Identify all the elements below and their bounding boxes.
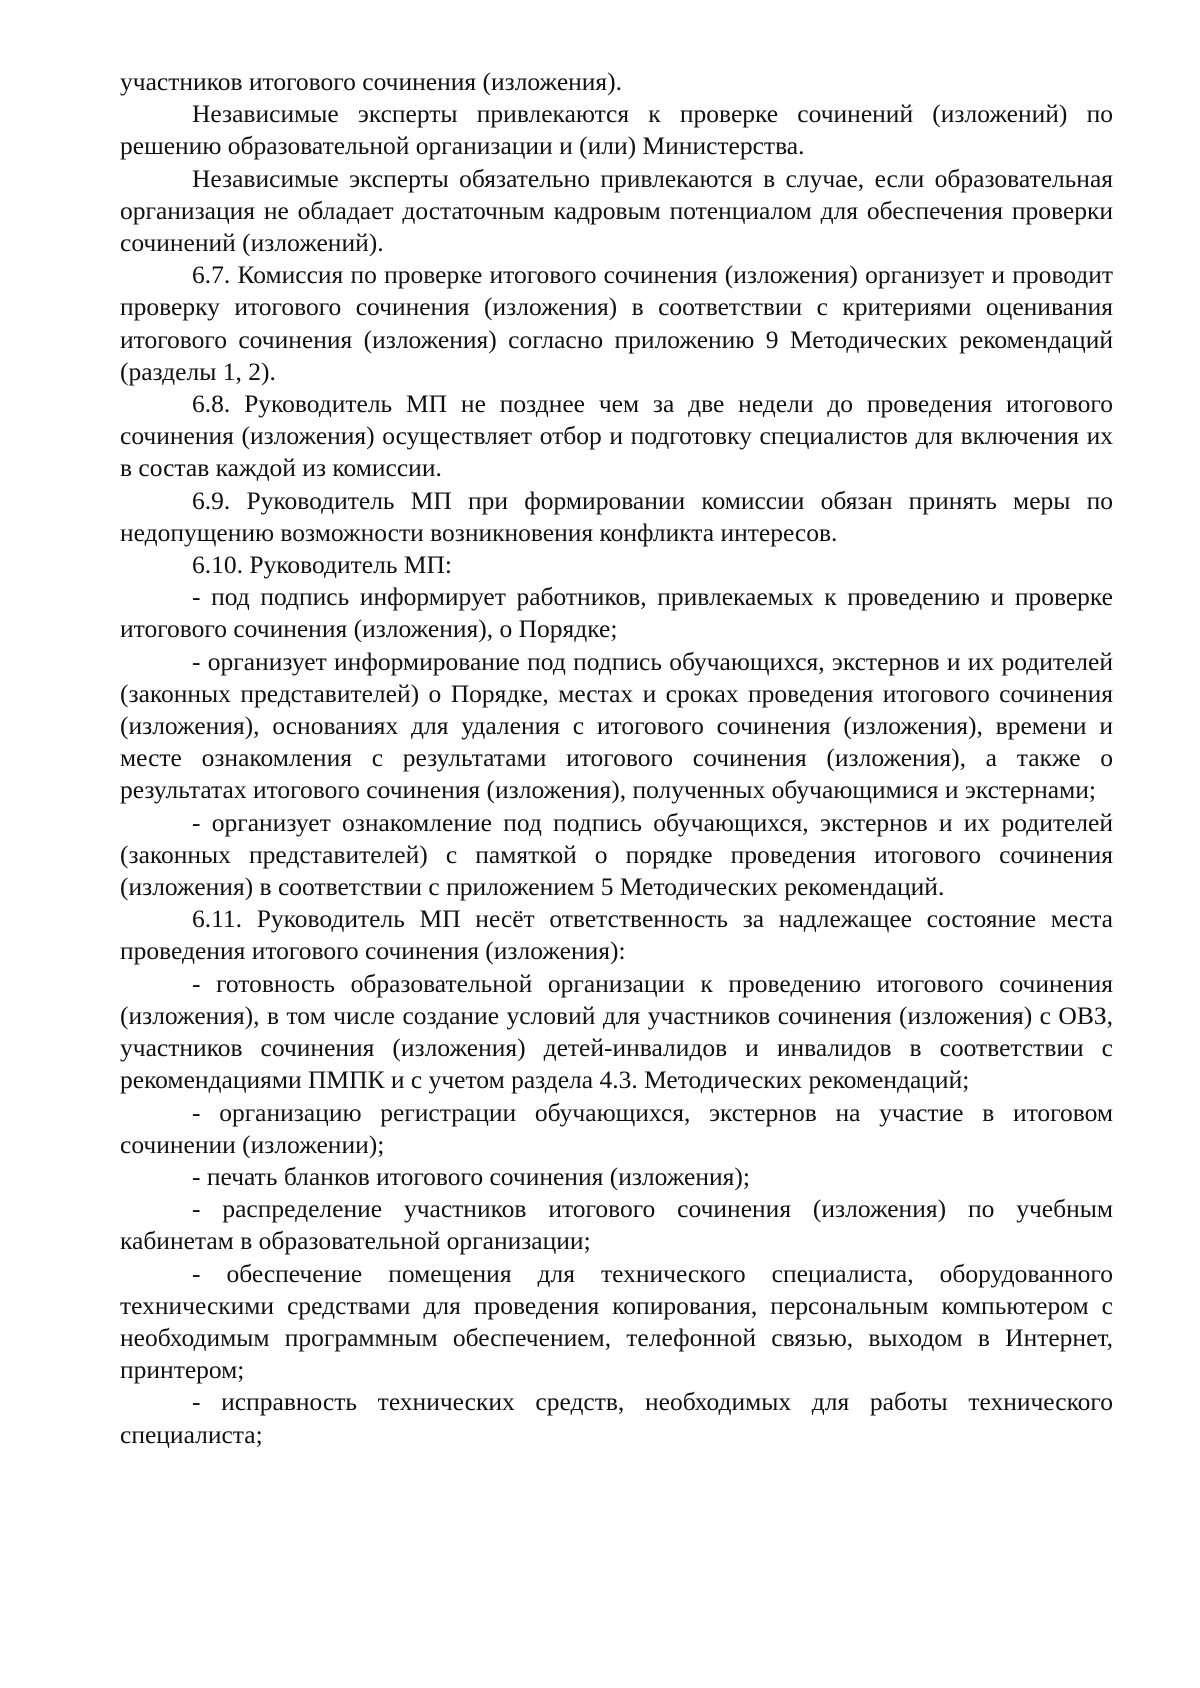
list-item-tech-room: - обеспечение помещения для технического специалиста, оборудованного техническими средствами для проведения копирования, персональным компьютером с необходимым программным обеспечением, телефонной связью, выходом в Интернет, принтером; — [120, 1258, 1113, 1385]
paragraph-6-9: 6.9. Руководитель МП при формировании комиссии обязан принять меры по недопущению возможности возникновения конфликта интересов. — [120, 485, 1113, 547]
paragraph-6-8: 6.8. Руководитель МП не позднее чем за две недели до проведения итогового сочинения (изложения) осуществляет отбор и подготовку специалистов для включения их в состав каждой из комиссии. — [120, 389, 1113, 483]
document-page — [120, 66, 1113, 1451]
list-item-distribution: - распределение участников итогового сочинения (изложения) по учебным кабинетам в образовательной организации; — [120, 1194, 1113, 1256]
paragraph-experts-mandatory: Независимые эксперты обязательно привлекаются в случае, если образовательная организация не обладает достаточным кадровым потенциалом для обеспечения проверки сочинений (изложений). — [120, 163, 1113, 258]
list-item-tech-serviceability: - исправность технических средств, необходимых для работы технического специалиста; — [120, 1387, 1113, 1449]
paragraph-independent-experts: Независимые эксперты привлекаются к проверке сочинений (изложений) по решению образовательной организации и (или) Министерства. — [120, 99, 1113, 161]
list-item-inform-workers: - под подпись информирует работников, привлекаемых к проведению и проверке итогового сочинения (изложения), о Порядке; — [120, 582, 1113, 644]
list-item-printing-forms: - печать бланков итогового сочинения (изложения); — [192, 1161, 750, 1191]
list-item-inform-students: - организует информирование под подпись обучающихся, экстернов и их родителей (законных представителей) о Порядке, местах и сроках проведения итогового сочинения (изложения), основаниях для удаления с итогового сочинения (изложения), времени и месте ознакомления с результатами итогового сочинения (изложения), а также о результатах итогового сочинения (изложения), полученных обучающимися и экстернами; — [120, 646, 1113, 805]
paragraph-6-11: 6.11. Руководитель МП несёт ответственность за надлежащее состояние места проведения итогового сочинения (изложения): — [120, 904, 1113, 966]
list-item-readiness: - готовность образовательной организации к проведению итогового сочинения (изложения), в том числе создание условий для участников сочинения (изложения) с ОВЗ, участников сочинения (изложения) детей-инвалидов и инвалидов в соответствии с рекомендациями ПМПК и с учетом раздела 4.3. Методических рекомендаций; — [120, 968, 1113, 1095]
paragraph-continuation: участников итогового сочинения (изложения). — [120, 67, 623, 96]
list-item-registration: - организацию регистрации обучающихся, экстернов на участие в итоговом сочинении (изложении); — [120, 1097, 1113, 1159]
paragraph-6-10: 6.10. Руководитель МП: — [192, 550, 453, 580]
paragraph-6-7: 6.7. Комиссия по проверке итогового сочинения (изложения) организует и проводит проверку итогового сочинения (изложения) в соответствии с критериями оценивания итогового сочинения (изложения) согласно приложению 9 Методических рекомендаций (разделы 1, 2). — [120, 260, 1113, 386]
list-item-memo-acquaintance: - организует ознакомление под подпись обучающихся, экстернов и их родителей (законных представителей) с памяткой о порядке проведения итогового сочинения (изложения) в соответствии с приложением 5 Методических рекомендаций. — [120, 807, 1113, 902]
